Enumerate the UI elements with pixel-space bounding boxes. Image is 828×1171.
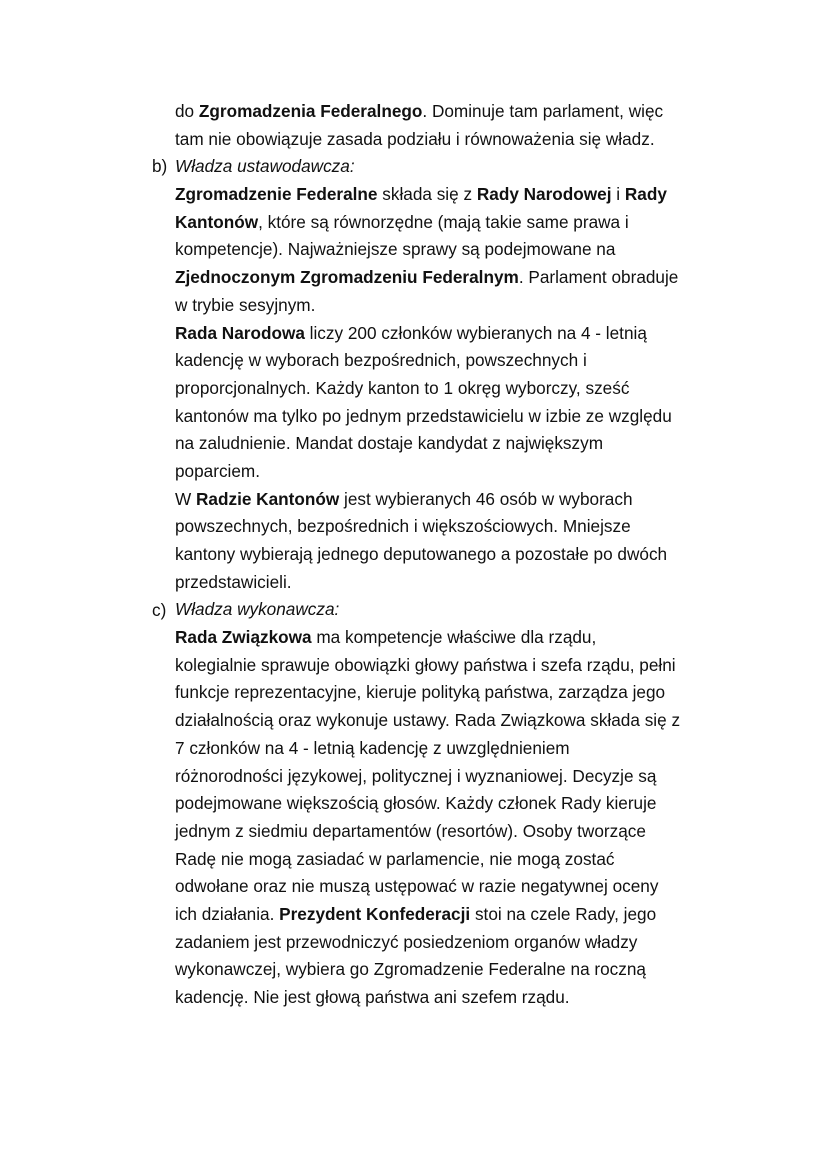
section-b-line [175, 292, 745, 320]
document-body [175, 98, 745, 1012]
text-run: W [175, 488, 196, 509]
section-c-line [175, 652, 745, 680]
section-b-line [175, 430, 745, 458]
section-b-body [175, 181, 745, 596]
text-run: stoi na czele Rady, jego [470, 903, 657, 924]
section-b-line [175, 320, 745, 348]
section-b-line [175, 541, 745, 569]
bold-term: Radzie Kantonów [196, 488, 340, 509]
section-b-line [175, 403, 745, 431]
bold-term: Kantonów [175, 211, 259, 232]
text-run: kolegialnie sprawuje obowiązki głowy państwa i szefa rządu, pełni [175, 654, 676, 675]
text-run: przedstawicieli. [175, 571, 292, 592]
bold-term: Zgromadzenie Federalne [175, 184, 378, 205]
text-run: . Dominuje tam parlament, więc [422, 101, 664, 121]
section-c-line [175, 763, 745, 791]
section-b-line [175, 209, 745, 237]
section-b-line [175, 236, 745, 264]
text-run: składa się z [377, 184, 477, 205]
text-run: liczy 200 członków wybieranych na 4 - letnią [304, 322, 647, 343]
text-run: odwołane oraz nie muszą ustępować w razie negatywnej oceny [175, 876, 659, 897]
text-run: wykonawczej, wybiera go Zgromadzenie Federalne na roczną [175, 959, 646, 980]
text-run: kompetencje). Najważniejsze sprawy są podejmowane na [175, 239, 616, 260]
section-c-body [175, 624, 745, 1012]
section-b-line [175, 569, 745, 597]
section-c-line [175, 735, 745, 763]
text-run: 7 członków na 4 - letnią kadencję z uwzględnieniem [175, 737, 570, 758]
text-run: zadaniem jest przewodniczyć posiedzeniom organów władzy [175, 931, 638, 952]
text-run: na zaludnienie. Mandat dostaje kandydat z największym [175, 433, 604, 454]
text-run: różnorodności językowej, politycznej i wyznaniowej. Decyzje są [175, 765, 657, 786]
text-run: . Parlament obraduje [518, 267, 679, 288]
section-b-line [175, 264, 745, 292]
intro-line [175, 126, 745, 154]
text-run: Radę nie mogą zasiadać w parlamencie, nie mogą zostać [175, 848, 615, 869]
text-run: jest wybieranych 46 osób w wyborach [339, 488, 633, 509]
section-b-line [175, 458, 745, 486]
section-c-line [175, 873, 745, 901]
text-run: i [611, 184, 625, 205]
intro-paragraph [175, 98, 745, 153]
section-c-line [175, 818, 745, 846]
section-c-line [175, 956, 745, 984]
text-run: do [175, 101, 199, 121]
section-c-line [175, 929, 745, 957]
text-run: podejmowane większością głosów. Każdy członek Rady kieruje [175, 793, 657, 814]
text-run: kadencję w wyborach bezpośrednich, powszechnych i [175, 350, 587, 371]
section-b-heading: Władza ustawodawcza: [175, 156, 355, 177]
text-run: funkcje reprezentacyjne, kieruje polityką państwa, zarządza jego [175, 682, 666, 703]
section-b-line [175, 513, 745, 541]
text-run: kantonów ma tylko po jednym przedstawicielu w izbie ze względu [175, 405, 672, 426]
section-c-line [175, 624, 745, 652]
text-run: w trybie sesyjnym. [175, 294, 316, 315]
text-run: ma kompetencje właściwe dla rządu, [311, 627, 597, 648]
text-run: działalnością oraz wykonuje ustawy. Rada Związkowa składa się z [175, 710, 681, 731]
section-b-line [175, 181, 745, 209]
section-c-line [175, 901, 745, 929]
bold-term: Rada Narodowa [175, 322, 305, 343]
text-run: jednym z siedmiu departamentów (resortów). Osoby tworzące [175, 820, 646, 841]
bold-term: Zgromadzenia Federalnego [198, 101, 423, 121]
section-b-line [175, 486, 745, 514]
text-run: poparciem. [175, 460, 261, 481]
text-run: proporcjonalnych. Każdy kanton to 1 okręg wyborczy, sześć [175, 377, 630, 398]
section-c-heading: Władza wykonawcza: [175, 599, 340, 620]
intro-line [175, 98, 745, 126]
text-run: powszechnych, bezpośrednich i większościowych. Mniejsze [175, 516, 631, 537]
section-c-line [175, 984, 745, 1012]
text-run: tam nie obowiązuje zasada podziału i równoważenia się władz. [175, 128, 655, 149]
section-c-line [175, 707, 745, 735]
text-run: ich działania. [175, 903, 280, 924]
section-c-line [175, 846, 745, 874]
section-b-line [175, 375, 745, 403]
bold-term: Prezydent Konfederacji [279, 903, 471, 924]
section-b-marker: b) [152, 156, 168, 177]
bold-term: Rada Związkowa [175, 627, 312, 648]
section-b-line [175, 347, 745, 375]
text-run: kantony wybierają jednego deputowanego a pozostałe po dwóch [175, 544, 668, 564]
text-run: , które są równorzędne (mają takie same prawa i [258, 211, 629, 232]
section-c-line [175, 679, 745, 707]
bold-term: Rady Narodowej [476, 184, 612, 205]
section-c-line [175, 790, 745, 818]
bold-term: Zjednoczonym Zgromadzeniu Federalnym [175, 267, 519, 288]
text-run: kadencję. Nie jest głową państwa ani szefem rządu. [175, 987, 570, 1007]
section-c-marker: c) [152, 600, 167, 620]
bold-term: Rady [624, 184, 667, 205]
